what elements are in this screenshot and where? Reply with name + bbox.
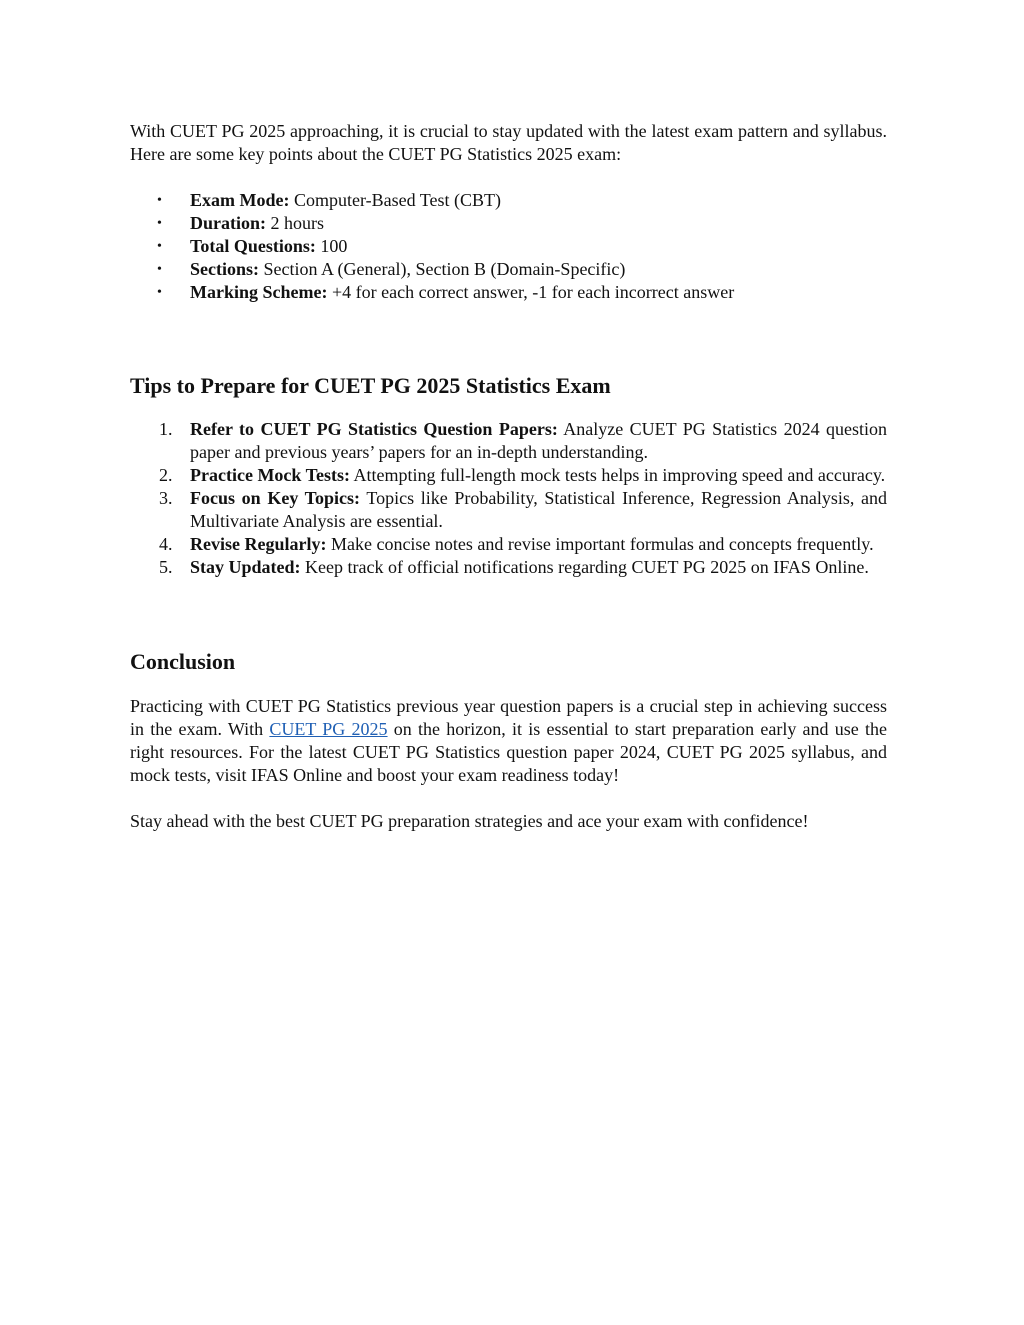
list-item-total-questions — [130, 235, 887, 258]
list-item-value: Computer-Based Test (CBT) — [289, 190, 502, 210]
list-item-sections — [130, 258, 887, 281]
list-item-exam-mode — [130, 189, 887, 212]
bullet-icon: • — [157, 193, 162, 208]
list-item-value: Section A (General), Section B (Domain-Specific) — [259, 259, 626, 279]
tip-item-mock-tests — [130, 464, 887, 487]
tip-item-question-papers — [130, 418, 887, 464]
tip-value: Make concise notes and revise important formulas and concepts frequently. — [326, 534, 874, 554]
conclusion-paragraph — [130, 695, 887, 787]
list-item-label: Total Questions: — [190, 236, 316, 256]
bullet-icon: • — [157, 262, 162, 277]
list-item-label: Sections: — [190, 259, 259, 279]
bullet-icon: • — [157, 239, 162, 254]
tip-number: 3. — [159, 488, 173, 508]
tip-label: Practice Mock Tests: — [190, 465, 350, 485]
tip-number: 4. — [159, 534, 173, 554]
list-item-label: Duration: — [190, 213, 266, 233]
tips-heading: Tips to Prepare for CUET PG 2025 Statistics Exam — [130, 373, 611, 398]
tip-item-key-topics — [130, 487, 887, 533]
tip-number: 5. — [159, 557, 173, 577]
list-item-marking-scheme — [130, 281, 887, 304]
tip-value: Analyze CUET PG Statistics 2024 question paper and previous years’ papers for an in-depth understanding. — [190, 419, 887, 462]
list-item-label: Marking Scheme: — [190, 282, 328, 302]
tip-number: 2. — [159, 465, 173, 485]
tip-number: 1. — [159, 419, 173, 439]
closing-paragraph: Stay ahead with the best CUET PG preparation strategies and ace your exam with confidence! — [130, 811, 809, 831]
list-item-value: 2 hours — [266, 213, 324, 233]
tip-value: Attempting full-length mock tests helps in improving speed and accuracy. — [349, 465, 886, 485]
exam-points-list — [130, 189, 887, 304]
list-item-value: 100 — [315, 236, 348, 256]
tip-label: Refer to CUET PG Statistics Question Papers: — [190, 419, 558, 439]
conclusion-heading: Conclusion — [130, 649, 236, 674]
tip-label: Stay Updated: — [190, 557, 301, 577]
intro-paragraph: With CUET PG 2025 approaching, it is crucial to stay updated with the latest exam pattern and syllabus. Here are some key points about the CUET PG Statistics 2025 exam: — [130, 121, 887, 164]
conclusion-text-after-link: on the horizon, it is essential to start preparation early and use the right resources. For the latest CUET PG Statistics question paper 2024, CUET PG 2025 syllabus, and mock tests, visit IFAS Online and boost your exam readiness today! — [130, 719, 888, 785]
tip-item-stay-updated — [130, 556, 887, 579]
tip-label: Revise Regularly: — [190, 534, 327, 554]
tip-value: Keep track of official notifications regarding CUET PG 2025 on IFAS Online. — [300, 557, 869, 577]
tip-item-revise — [130, 533, 887, 556]
conclusion-text-before-link: Practicing with CUET PG Statistics previous year question papers is a crucial step in achieving success in the exam. With — [130, 696, 887, 739]
document-page — [130, 120, 887, 833]
cuet-pg-2025-link[interactable]: CUET PG 2025 — [269, 719, 388, 739]
list-item-value: +4 for each correct answer, -1 for each incorrect answer — [327, 282, 735, 302]
tips-list — [130, 418, 887, 579]
bullet-icon: • — [157, 216, 162, 231]
tip-label: Focus on Key Topics: — [190, 488, 361, 508]
tip-value: Topics like Probability, Statistical Inference, Regression Analysis, and Multivariate Analysis are essential. — [190, 488, 887, 531]
list-item-label: Exam Mode: — [190, 190, 290, 210]
bullet-icon: • — [157, 285, 162, 300]
list-item-duration — [130, 212, 887, 235]
